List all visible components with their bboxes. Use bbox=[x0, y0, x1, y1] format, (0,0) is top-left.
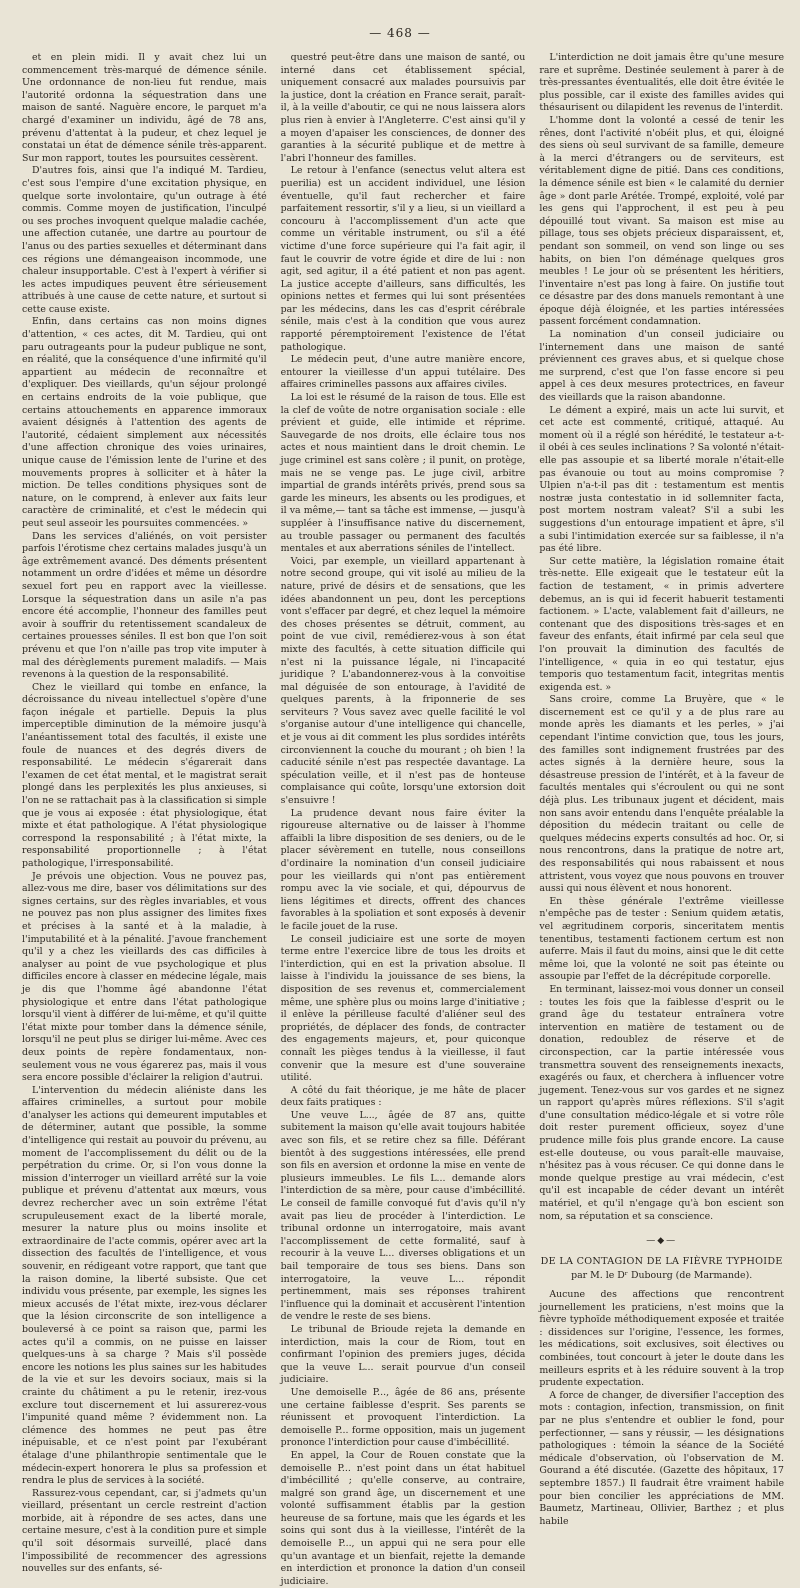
paragraph: Le dément a expiré, mais un acte lui survit, et cet acte est commenté, critiqué, attaqué. Au moment où il a réglé son hérédité, le testateur a-t-il obéi à ces seules inclinations ? Sa volonté n'était-elle pas assoupie et sa liberté morale n'était-elle pas évanouie ou tout au moins compromise ? Ulpien n'a-t-il pas dit : testamentum est mentis nostræ justa contestatio in id sollemniter facta, post mortem nostram valeat? S'il a subi les suggestions d'un entourage impatient et âpre, s'il a subi l'intimidation exercée sur sa faiblesse, il n'a pas été libre. bbox=[539, 404, 785, 555]
paragraph: La loi est le résumé de la raison de tous. Elle est la clef de voûte de notre organisation sociale : elle prévient et guide, elle intimide et réprime. Sauvegarde de nos droits, elle éclaire tous nos actes et nous maintient dans le droit chemin. Le juge criminel est sans colère ; il punit, on protège, mais ne se venge pas. Le juge civil, arbitre impartial de grands intérêts privés, prend sous sa garde les mineurs, les absents ou les prodigues, et il va même,— tant sa tâche est immense, — jusqu'à suppléer à l'insuffisance native du discernement, au trouble passager ou permanent des facultés mentales et aux aberrations séniles de l'intellect. bbox=[280, 392, 526, 555]
text-columns bbox=[22, 52, 785, 1587]
paragraph: En appel, la Cour de Rouen constate que la demoiselle P... n'est point dans un état habituel d'imbécillité ; qu'elle conserve, au contraire, malgré son grand âge, un discernement et une volonté suffisamment établis par la gestion heureuse de sa fortune, mais que les égards et les soins qui sont dus à la vieillesse, l'intérêt de la demoiselle P..., un appui qui ne sera pour elle qu'un avantage et un bienfait, rejette la demande en interdiction et prononce la dation d'un conseil judiciaire. bbox=[280, 1449, 526, 1587]
paragraph: Aucune des affections que rencontrent journellement les praticiens, n'est moins que la fièvre typhoïde méthodiquement exposée et traitée : dissidences sur l'origine, l'essence, les formes, les médications, soit exclusives, soit électives ou combinées, tout concourt à jeter le doute dans les meilleurs esprits et à les réduire souvent à la trop prudente expectation. bbox=[539, 1289, 785, 1389]
paragraph: Le retour à l'enfance (senectus velut altera est puerilia) est un accident individuel, une lésion éventuelle, qu'il faut rechercher et faire parfaitement ressortir, s'il y a lieu, si un vieillard a concouru à l'accomplissement d'un acte que comme un véritable instrument, ou s'il a été victime d'une force supérieure qui l'a fait agir, il faut le couvrir de votre égide et dire de lui : non agit, sed agitur, il a été patient et non pas agent. La justice accepte d'ailleurs, sans difficultés, les opinions nettes et fermes qui lui sont présentées par les médecins, dans les cas d'esprit cérébrale sénile, mais c'est à la condition que vous aurez rapporté péremptoirement l'existence de l'état pathologique. bbox=[280, 165, 526, 353]
paragraph: et en plein midi. Il y avait chez lui un commencement très-marqué de démence sénile. Une ordonnance de non-lieu fut rendue, mais l'autorité ordonna la séquestration dans une maison de santé. Naguère encore, le parquet m'a chargé d'examiner un individu, âgé de 78 ans, prévenu d'attentat à la pudeur, et chez lequel je constatai un état de démence sénile très-apparent. Sur mon rapport, toutes les poursuites cessèrent. bbox=[22, 52, 267, 164]
paragraph: Sur cette matière, la législation romaine était très-nette. Elle exigeait que le testateur eût la faction de testament, « in primis advertere debemus, an is qui id fecerit habuerit testamenti factionem. » L'acte, valablement fait d'ailleurs, ne contenant que des dispositions très-sages et en faveur des enfants, était infirmé par cela seul que l'on prouvait la diminution des facultés de l'intelligence, « quia in eo qui testatur, ejus temporis quo testamentum facit, integritas mentis exigenda est. » bbox=[539, 555, 785, 693]
article-title: DE LA CONTAGION DE LA FIÈVRE TYPHOIDE bbox=[540, 1255, 783, 1267]
paragraph: L'interdiction ne doit jamais être qu'une mesure rare et suprême. Destinée seulement à parer à de très-pressantes éventualités, elle doit être évitée le plus possible, car il existe des familles avides qui thésaurisent ou dilapident les revenus de l'interdit. bbox=[539, 52, 785, 114]
paragraph: En terminant, laissez-moi vous donner un conseil : toutes les fois que la faiblesse d'esprit ou le grand âge du testateur entraînera votre intervention en matière de testament ou de donation, redoublez de réserve et de circonspection, car la partie intéressée vous transmettra souvent des renseignements inexacts, exagérés ou faux, et cherchera à influencer votre jugement. Tenez-vous sur vos gardes et ne signez un rapport qu'après mûres réflexions. S'il s'agit d'une consultation médico-légale et si votre rôle doit rester purement officieux, soyez d'une prudence mille fois plus grande encore. La cause est-elle douteuse, ou vous paraît-elle mauvaise, n'hésitez pas à vous récuser. Ce qui donne dans le monde quelque prestige au vrai médecin, c'est qu'il est incapable de céder devant un intérêt matériel, et qu'il n'engage qu'à bon escient son nom, sa réputation et sa conscience. bbox=[539, 983, 785, 1222]
paragraph: Enfin, dans certains cas non moins dignes d'attention, « ces actes, dit M. Tardieu, qui ont paru outrageants pour la pudeur publique ne sont, en réalité, que la conséquence d'une infirmité qu'il appartient au médecin de reconnaître et d'expliquer. Des vieillards, qu'un séjour prolongé en certains endroits de la voie publique, que certains attouchements en apparence immoraux avaient désignés à l'attention des agents de l'autorité, cédaient simplement aux nécessités d'une affection chronique des voies urinaires, unique cause de l'émission lente de l'urine et des mouvements propres à solliciter et à hâter la miction. De telles conditions physiques sont de nature, on le comprend, à enlever aux faits leur caractère de criminalité, et c'est le médecin qui peut seul asseoir les poursuites commencées. » bbox=[22, 316, 267, 529]
paragraph: Rassurez-vous cependant, car, si j'admets qu'un vieillard, présentant un cercle restreint d'action morbide, ait à répondre de ses actes, dans une certaine mesure, c'est à la condition pure et simple qu'il soit désormais surveillé, placé dans l'impossibilité de recommencer des agressions nouvelles sur des enfants, sé- bbox=[22, 1487, 267, 1575]
paragraph: Le conseil judiciaire est une sorte de moyen terme entre l'exercice libre de tous les droits et l'interdiction, qui en est la privation absolue. Il laisse à l'individu la jouissance de ses biens, la disposition de ses revenus et, commercialement même, une sphère plus ou moins large d'initiative ; il enlève la périlleuse faculté d'aliéner seul des propriétés, de déplacer des fonds, de contracter des engagements majeurs, et, pour quiconque connaît les pièges tendus à la vieillesse, il faut convenir que la mesure est d'une souveraine utilité. bbox=[280, 933, 526, 1084]
paragraph: L'homme dont la volonté a cessé de tenir les rênes, dont l'activité n'obéit plus, et qui, éloigné des siens où seul survivant de sa famille, demeure à la merci d'étrangers ou de serviteurs, est véritablement digne de pitié. Dans ces conditions, la démence sénile est bien « le calamité du dernier âge » dont parle Arétée. Trompé, exploité, volé par les gens qui l'approchent, il est peu à peu dépouillé tout vivant. Sa maison est mise au pillage, tous ses objets précieux disparaissent, et, pendant son sommeil, on vend son linge ou ses habits, on bien l'on déménage quelques gros meubles ! Le jour où se présentent les héritiers, l'inventaire n'est pas long à faire. On justifie tout ce désastre par des dons manuels remontant à une époque déjà éloignée, et les parties intéressées passent forcément condamnation. bbox=[539, 114, 785, 328]
paragraph: A force de changer, de diversifier l'acception des mots : contagion, infection, transmission, on finit par ne plus s'entendre et oublier le fond, pour perfectionner, — sans y réussir, — les désignations pathologiques : témoin la séance de la Société médicale d'observation, où l'observation de M. Gourand a été discutée. (Gazette des hôpitaux, 17 septembre 1857.) Il faudrait être vraiment habile pour bien concilier les appréciations de MM. Baumetz, Martineau, Ollivier, Barthez ; et plus habile bbox=[539, 1389, 785, 1527]
column-left bbox=[22, 52, 267, 1575]
paragraph: Une demoiselle P..., âgée de 86 ans, présente une certaine faiblesse d'esprit. Ses parents se réunissent et provoquent l'interdiction. La demoiselle P... forme opposition, mais un jugement prononce l'interdiction pour cause d'imbécillité. bbox=[280, 1386, 526, 1449]
paragraph: Dans les services d'aliénés, on voit persister parfois l'érotisme chez certains malades jusqu'à un âge extrêmement avancé. Des déments présentent notamment un ordre d'idées et même un désordre sexuel fort peu en rapport avec la vieillesse. Lorsque la séquestration dans un asile n'a pas encore été accomplie, l'honneur des familles peut avoir à souffrir du retentissement scandaleux de certaines prouesses séniles. Il est bon que l'on soit prévenu et que l'on n'aille pas trop vite imputer à mal des dérèglements purement maladifs. — Mais revenons à la question de la responsabilité. bbox=[22, 530, 267, 681]
paragraph: Une veuve L..., âgée de 87 ans, quitte subitement la maison qu'elle avait toujours habitée avec son fils, et se retire chez sa fille. Déférant bientôt à des suggestions intéressées, elle prend son fils en aversion et ordonne la mise en vente de plusieurs immeubles. Le fils L... demande alors l'interdiction de sa mère, pour cause d'imbécillité. Le conseil de famille convoqué fut d'avis qu'il n'y avait pas lieu de procéder à l'interdiction. Le tribunal ordonne un interrogatoire, mais avant l'accomplissement de cette formalité, sauf à recourir à la veuve L... diverses obligations et un bail temporaire de tous ses biens. Dans son interrogatoire, la veuve L... répondit pertinemment, mais ses réponses trahirent l'influence qui la dominait et accusèrent l'intention de vendre le reste de ses biens. bbox=[280, 1109, 526, 1323]
paragraph: Le médecin peut, d'une autre manière encore, entourer la vieillesse d'un appui tutélaire. Des affaires criminelles passons aux affaires civiles. bbox=[280, 354, 526, 391]
paragraph: Chez le vieillard qui tombe en enfance, la décroissance du niveau intellectuel s'opère d'une façon inégale et partielle. Depuis la plus imperceptible diminution de la mémoire jusqu'à l'anéantissement total des facultés, il existe une foule de nuances et des degrés divers de responsabilité. Le médecin s'égarerait dans l'examen de cet état mental, et le magistrat serait plongé dans les perplexités les plus anxieuses, si l'on ne se rattachait pas à la classification si simple que je vous ai exposée : état physiologique, état mixte et état pathologique. A l'état physiologique correspond la responsabilité ; à l'état mixte, la responsabilité proportionnelle ; à l'état pathologique, l'irresponsabilité. bbox=[22, 681, 267, 869]
article-byline: par M. le Dʳ Dubourg (de Marmande). bbox=[571, 1270, 753, 1282]
paragraph: Sans croire, comme La Bruyère, que « le discernement est ce qu'il y a de plus rare au monde après les diamants et les perles, » j'ai cependant l'intime conviction que, tous les jours, des familles sont indignement frustrées par des actes signés à la dernière heure, sous la désastreuse pression de l'intérêt, et à la faveur de facultés mentales qui s'écroulent ou qui ne sont déjà plus. Les tribunaux jugent et décident, mais non sans avoir entendu dans l'enquête préalable la déposition du médecin traitant ou celle de quelques médecins experts consultés ad hoc. Or, si nous rencontrons, dans la pratique de notre art, des responsabilités qui nous rabaissent et nous attristent, vous voyez que nous pouvons en trouver aussi qui nous élèvent et nous honorent. bbox=[539, 694, 785, 895]
paragraph: La prudence devant nous faire éviter la rigoureuse alternative ou de laisser à l'homme affaibli la libre disposition de ses deniers, ou de le placer sévèrement en tutelle, nous conseillons d'ordinaire la nomination d'un conseil judiciaire pour les vieillards qui n'ont pas entièrement rompu avec la vie sociale, et qui, dépourvus de liens légitimes et directs, offrent des chances favorables à la spoliation et sont exposés à devenir le facile jouet de la ruse. bbox=[280, 807, 526, 932]
paragraph: L'intervention du médecin aliéniste dans les affaires criminelles, a surtout pour mobile d'analyser les actions qui demeurent imputables et de déterminer, autant que possible, la somme d'intelligence qui restait au pouvoir du prévenu, au moment de l'accomplissement du délit ou de la perpétration du crime. Or, si l'on vous donne la mission d'interroger un vieillard arrêté sur la voie publique et prévenu d'attentat aux mœurs, vous devrez rechercher avec un soin extrême l'état scrupuleusement exact de la liberté morale, mesurer la nature plus ou moins insolite et extraordinaire de l'acte commis, opérer avec art la dissection des facultés de l'intelligence, et vous souvenir, en rédigeant votre rapport, que tant que la raison domine, la liberté subsiste. Que cet individu vous présente, par exemple, les signes les mieux accusés de l'état mixte, irez-vous déclarer que la lésion circonscrite de son intelligence a bouleversé à ce point sa raison que, parmi les actes qu'il a commis, on ne puisse en laisser quelques-uns à sa charge ? Mais s'il possède encore les notions les plus saines sur les habitudes de la vie et sur les devoirs sociaux, mais si la crainte du châtiment a pu le retenir, irez-vous exclure tout discernement et lui assurerez-vous l'impunité quand même ? évidemment non. La clémence des hommes ne peut pas être inépuisable, et ce n'est point par l'exubérant étalage d'une philanthropie sentimentale que le médecin-expert honorera le plus sa profession et rendra le plus de services à la société. bbox=[22, 1084, 267, 1487]
section-divider: —◆— bbox=[646, 1236, 678, 1247]
paragraph: Voici, par exemple, un vieillard appartenant à notre second groupe, qui vit isolé au milieu de la nature, privé de désirs et de sensations, que les idées abandonnent un peu, dont les perceptions vont s'effacer par degré, et chez lequel la mémoire des choses présentes se détruit, comment, au point de vue civil, remédierez-vous à son état mixte des facultés, à cette situation difficile qui n'est ni la puissance légale, ni l'incapacité juridique ? L'abandonnerez-vous à la convoitise mal déguisée de son entourage, à l'avidité de quelques parents, à la friponnerie de ses serviteurs ? Vous savez avec quelle facilité le vol s'organise autour d'une intelligence qui chancelle, et je vous ai dit comment les plus sordides intérêts circonviennent la couche du mourant ; oh bien ! la caducité sénile n'est pas respectée davantage. La spéculation veille, et il n'est pas de honteuse complaisance qui coûte, lorsqu'une extorsion doit s'ensuivre ! bbox=[280, 555, 526, 807]
paragraph: Je prévois une objection. Vous ne pouvez pas, allez-vous me dire, baser vos délimitations sur des signes certains, sur des règles invariables, et vous ne pouvez pas non plus assigner des limites fixes et précises à la santé et à la maladie, à l'imputabilité et à la pénalité. J'avoue franchement qu'il y a chez les vieillards des cas difficiles à analyser au point de vue psychologique et plus difficiles encore à classer en médecine légale, mais je dis que l'homme âgé abandonne l'état physiologique et entre dans l'état pathologique lorsqu'il vient à différer de lui-même, et qu'il quitte l'état mixte pour tomber dans la démence sénile, lorsqu'il ne peut plus se diriger lui-même. Avec ces deux points de repère fondamentaux, non-seulement vous ne vous égarerez pas, mais il vous sera encore possible d'éclairer la religion d'autrui. bbox=[22, 870, 267, 1084]
column-middle bbox=[280, 52, 526, 1587]
paragraph: La nomination d'un conseil judiciaire ou l'internement dans une maison de santé préviennent ces graves abus, et si quelque chose me surprend, c'est que l'on fasse encore si peu appel à ces deux mesures protectrices, en faveur des vieillards que la raison abandonne. bbox=[539, 329, 785, 404]
paragraph: En thèse générale l'extrême vieillesse n'empêche pas de tester : Senium quidem ætatis, vel ægritudinem corporis, sinceritatem mentis tenentibus, testamenti factionem certum est non auferre. Mais il faut du moins, ainsi que le dit cette même loi, que la volonté ne soit pas éteinte ou assoupie par l'effet de la décrépitude corporelle. bbox=[539, 895, 785, 983]
paragraph: A côté du fait théorique, je me hâte de placer deux faits pratiques : bbox=[280, 1084, 526, 1109]
column-right bbox=[539, 52, 785, 1527]
paragraph: questré peut-être dans une maison de santé, ou interné dans cet établissement spécial, uniquement consacré aux malades poursuivis par la justice, dont la création en France serait, paraît-il, à la veille d'aboutir, ce qui ne nous laissera alors plus rien à envier à l'Angleterre. C'est ainsi qu'il y a moyen d'apaiser les consciences, de donner des garanties à la sécurité publique et de mettre à l'abri l'honneur des familles. bbox=[280, 52, 526, 164]
paragraph: Le tribunal de Brioude rejeta la demande en interdiction, mais la cour de Riom, tout en confirmant l'opinion des premiers juges, décida que la veuve L... serait pourvue d'un conseil judiciaire. bbox=[280, 1323, 526, 1386]
page-number: — 468 — bbox=[369, 26, 431, 40]
paragraph: D'autres fois, ainsi que l'a indiqué M. Tardieu, c'est sous l'empire d'une excitation physique, en quelque sorte involontaire, qu'un outrage à été commis. Comme moyen de justification, l'inculpé ou ses proches invoquent quelque maladie cachée, une affection cutanée, une dartre au pourtour de l'anus ou des parties sexuelles et déterminant dans ces régions une démangeaison incommode, une chaleur insupportable. C'est à l'expert à vérifier si les actes impudiques peuvent être sérieusement attribués à une cause de cette nature, et surtout si cette cause existe. bbox=[22, 165, 267, 315]
